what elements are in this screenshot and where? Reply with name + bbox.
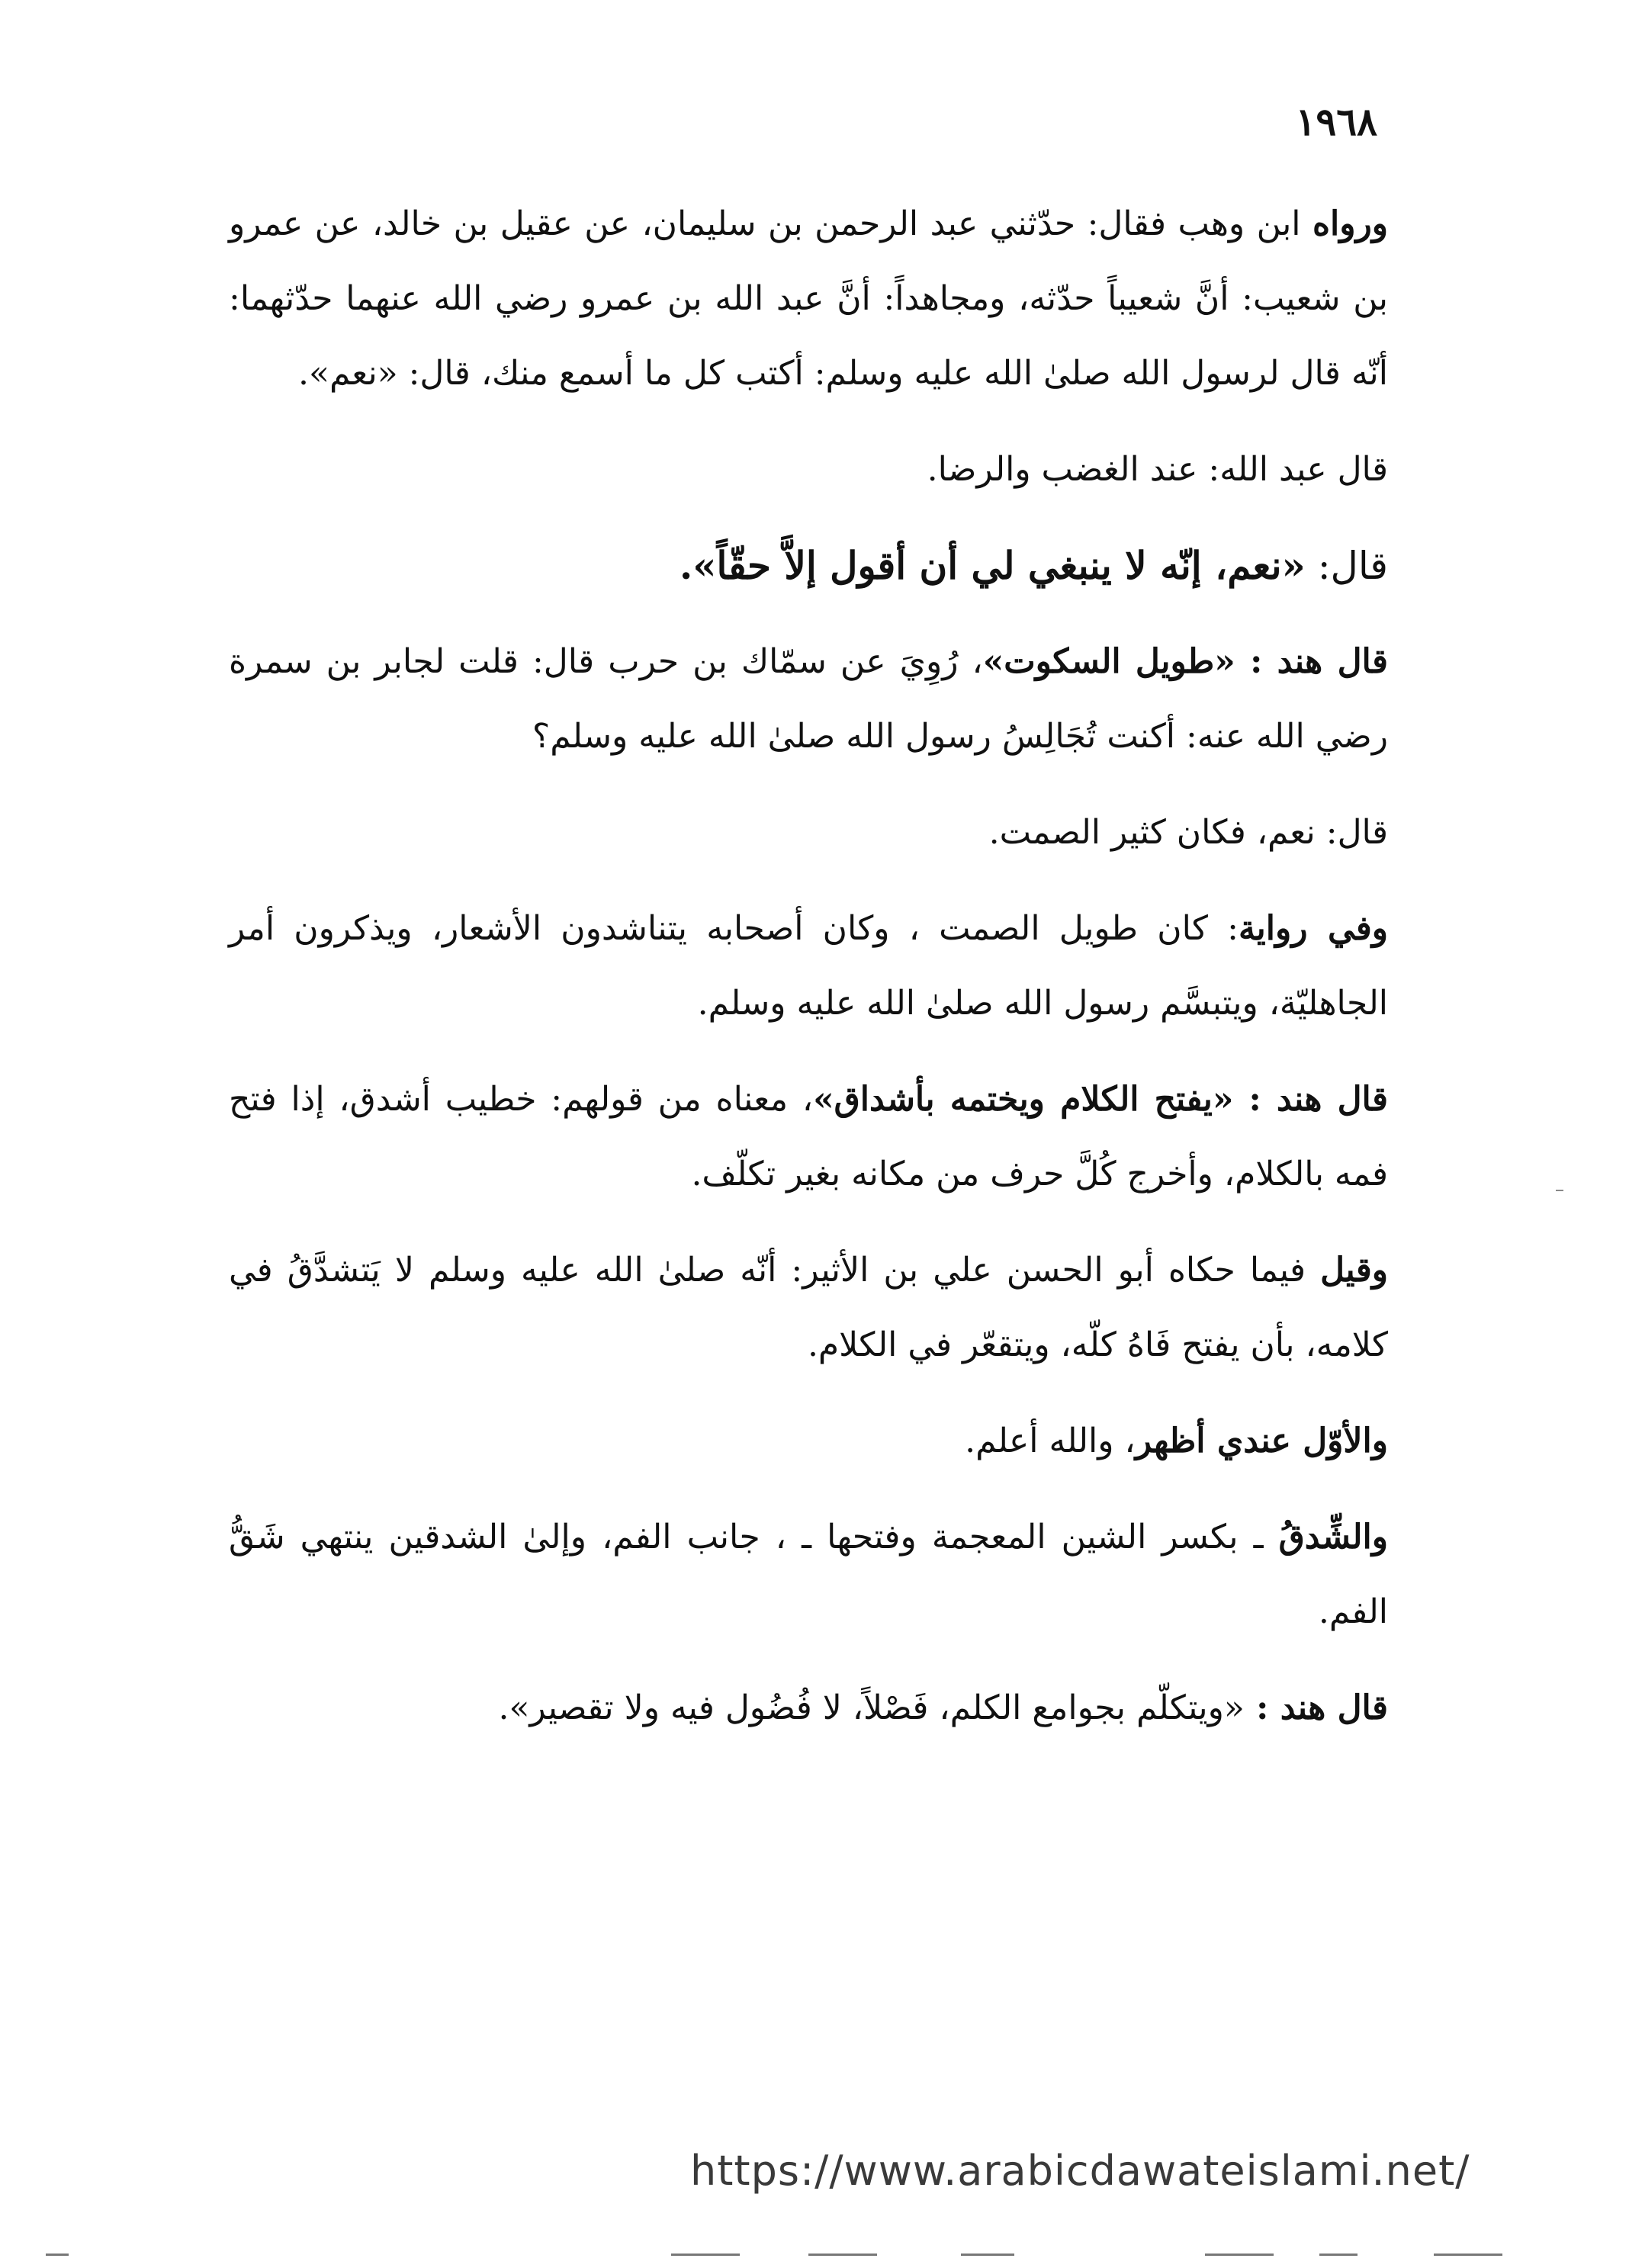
paragraph-6 [229,891,1388,1041]
paragraph-3 [229,528,1388,603]
paragraph-lead: قال هند : «طويل السكوت» [982,642,1388,681]
paragraph-4 [229,625,1388,774]
footer-rule [1205,2254,1274,2256]
paragraph-11 [229,1671,1388,1746]
paragraph-body: ـ بكسر الشين المعجمة وفتحها ـ ، جانب الفم، وإلىٰ الشدقين ينتهي شَقُّ الفم. [229,1518,1388,1631]
paragraph-5 [229,795,1388,870]
paragraph-lead: وفي رواية [1238,909,1388,948]
paragraph-lead: قال هند : [1244,1688,1388,1727]
paragraph-8 [229,1233,1388,1383]
main-text [229,187,1388,1767]
footer-rule [671,2254,740,2256]
paragraph-1 [229,187,1388,411]
footer-rule [46,2254,69,2256]
paragraph-10 [229,1500,1388,1650]
paragraph-body: فيما حكاه أبو الحسن علي بن الأثير: أنّه صلىٰ الله عليه وسلم لا يَتشدَّقُ في كلامه، بأن يفتح فَاهُ كلّه، ويتقعّر في الكلام. [229,1251,1388,1364]
margin-mark [1556,1190,1563,1191]
prophetic-quote: «نعم، إنّه لا ينبغي لي أن أقول إلاَّ حقّاً». [679,543,1306,588]
paragraph-body: : كان طويل الصمت ، وكان أصحابه يتناشدون الأشعار، ويذكرون أمر الجاهليّة، ويتبسَّم رسول الله صلىٰ الله عليه وسلم. [229,909,1388,1023]
paragraph-body: ، رُوِيَ عن سمّاك بن حرب قال: قلت لجابر بن سمرة رضي الله عنه: أكنت تُجَالِسُ رسول الله صلىٰ الله عليه وسلم؟ [229,642,1388,756]
paragraph-lead: وقيل [1320,1251,1388,1290]
paragraph-body: قال عبد الله: عند الغضب والرضا. [927,450,1388,489]
paragraph-9 [229,1404,1388,1479]
footer-rule [1434,2254,1502,2256]
paragraph-lead: والشِّدقُ [1278,1518,1388,1556]
paragraph-lead: قال هند : «يفتح الكلام ويختمه بأشداق» [813,1080,1388,1119]
paragraph-lead: قال: [1305,544,1388,588]
footer-rule [808,2254,877,2256]
page-number: ١٩٦٨ [1295,99,1377,144]
paragraph-body: ابن وهب فقال: حدّثني عبد الرحمن بن سليمان، عن عقيل بن خالد، عن عمرو بن شعيب: أنَّ شعيباً حدّثه، ومجاهداً: أنَّ عبد الله بن عمرو رضي الله عنهما حدّثهما: أنّه قال لرسول الله صلىٰ الله عليه وسلم: أكتب كل ما أسمع منك، قال: «نعم». [229,204,1388,393]
paragraph-lead: ورواه [1312,204,1388,243]
paragraph-7 [229,1062,1388,1212]
paragraph-body: ، والله أعلم. [965,1422,1136,1460]
paragraph-body: «ويتكلّم بجوامع الكلم، فَصْلاً، لا فُضُول فيه ولا تقصير». [498,1688,1245,1727]
paragraph-2 [229,432,1388,507]
footer-rule [961,2254,1014,2256]
footer-rule [1319,2254,1358,2256]
source-url-watermark: https://www.arabicdawateislami.net/ [690,2147,1470,2195]
paragraph-body: قال: نعم، فكان كثير الصمت. [988,813,1388,852]
paragraph-lead: والأوّل عندي أظهر [1135,1422,1388,1460]
paragraph-body: ، معناه من قولهم: خطيب أشدق، إذا فتح فمه بالكلام، وأخرج كُلَّ حرف من مكانه بغير تكلّف. [229,1080,1388,1193]
